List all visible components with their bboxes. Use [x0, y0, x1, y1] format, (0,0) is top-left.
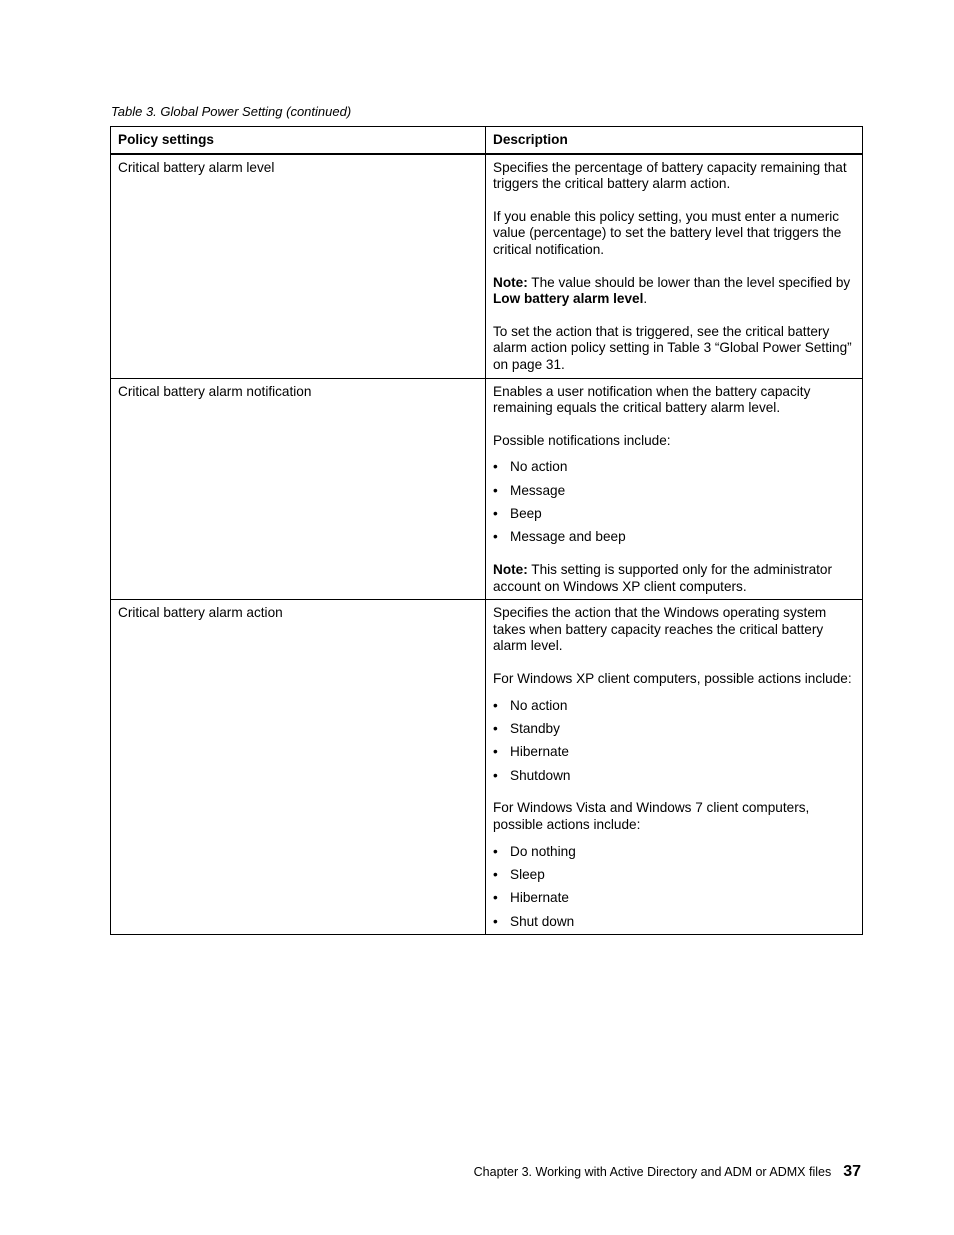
description-paragraph: If you enable this policy setting, you must enter a numeric value (percentage) to set the battery level that triggers the critical notification. — [493, 208, 842, 257]
bullet-icon: • — [493, 866, 498, 882]
bullet-icon: • — [493, 744, 498, 760]
column-header-policy-settings: Policy settings — [111, 127, 486, 154]
description-paragraph: To set the action that is triggered, see the critical battery alarm action policy setting in Table 3 “Global Power Setting” on page 31. — [493, 323, 852, 372]
bullet-icon: • — [493, 721, 498, 737]
list-item-text: Message and beep — [510, 529, 626, 545]
table-row — [111, 600, 863, 935]
chapter-title: Chapter 3. Working with Active Directory and ADM or ADMX files — [473, 1165, 832, 1179]
bullet-icon: • — [493, 697, 498, 713]
table-row — [111, 378, 863, 600]
list-item-text: Do nothing — [510, 843, 576, 859]
list-item — [493, 914, 855, 931]
bullet-icon: • — [493, 459, 498, 475]
bullet-icon: • — [493, 529, 498, 545]
bullet-list — [493, 459, 855, 546]
list-item — [493, 744, 855, 761]
list-item — [493, 844, 855, 861]
description-paragraph: Specifies the action that the Windows operating system takes when battery capacity reaches the critical battery alarm level. — [493, 605, 827, 654]
list-item-text: Sleep — [510, 866, 545, 882]
bullet-icon: • — [493, 913, 498, 929]
bullet-icon: • — [493, 482, 498, 498]
note-text: This setting is supported only for the administrator account on Windows XP client computers. — [493, 562, 832, 594]
bullet-icon: • — [493, 767, 498, 783]
note-label: Note: — [493, 562, 528, 578]
description-cell — [486, 600, 863, 935]
note-text-end: . — [643, 291, 648, 307]
list-item-text: Hibernate — [510, 744, 569, 760]
description-cell — [486, 154, 863, 378]
list-item-text: Standby — [510, 721, 560, 737]
table-header-row — [111, 127, 863, 154]
list-item-text: Shutdown — [510, 767, 571, 783]
description-paragraph: Possible notifications include: — [493, 432, 671, 448]
list-item-text: No action — [510, 697, 568, 713]
note-label: Note: — [493, 274, 528, 290]
list-item — [493, 506, 855, 523]
list-item — [493, 867, 855, 884]
list-item — [493, 459, 855, 476]
list-item — [493, 768, 855, 785]
bullet-icon: • — [493, 506, 498, 522]
note-paragraph — [493, 562, 855, 595]
description-paragraph: For Windows Vista and Windows 7 client computers, possible actions include: — [493, 800, 810, 832]
list-item-text: Hibernate — [510, 890, 569, 906]
list-item-text: Shut down — [510, 913, 575, 929]
page-footer — [474, 1162, 861, 1182]
description-paragraph: Enables a user notification when the battery capacity remaining equals the critical battery alarm level. — [493, 383, 811, 416]
page-number: 37 — [843, 1163, 861, 1180]
description-paragraph: Specifies the percentage of battery capacity remaining that triggers the critical battery alarm action. — [493, 159, 847, 192]
list-item — [493, 529, 855, 546]
bullet-list — [493, 844, 855, 931]
note-bold-term: Low battery alarm level — [493, 291, 644, 307]
description-cell — [486, 378, 863, 600]
policy-setting-cell: Critical battery alarm level — [111, 154, 486, 378]
list-item-text: Message — [510, 482, 566, 498]
list-item-text: No action — [510, 459, 568, 475]
list-item — [493, 721, 855, 738]
description-paragraph: For Windows XP client computers, possible actions include: — [493, 671, 852, 687]
note-text: The value should be lower than the level specified by — [527, 274, 851, 290]
list-item-text: Beep — [510, 506, 542, 522]
policy-setting-cell: Critical battery alarm action — [111, 600, 486, 935]
bullet-icon: • — [493, 890, 498, 906]
table-row — [111, 154, 863, 378]
list-item — [493, 483, 855, 500]
column-header-description: Description — [486, 127, 863, 154]
bullet-icon: • — [493, 843, 498, 859]
list-item — [493, 698, 855, 715]
policy-setting-cell: Critical battery alarm notification — [111, 378, 486, 600]
list-item — [493, 890, 855, 907]
table-caption: Table 3. Global Power Setting (continued) — [111, 104, 352, 119]
global-power-setting-table — [110, 126, 863, 935]
note-paragraph — [493, 275, 855, 308]
bullet-list — [493, 698, 855, 785]
